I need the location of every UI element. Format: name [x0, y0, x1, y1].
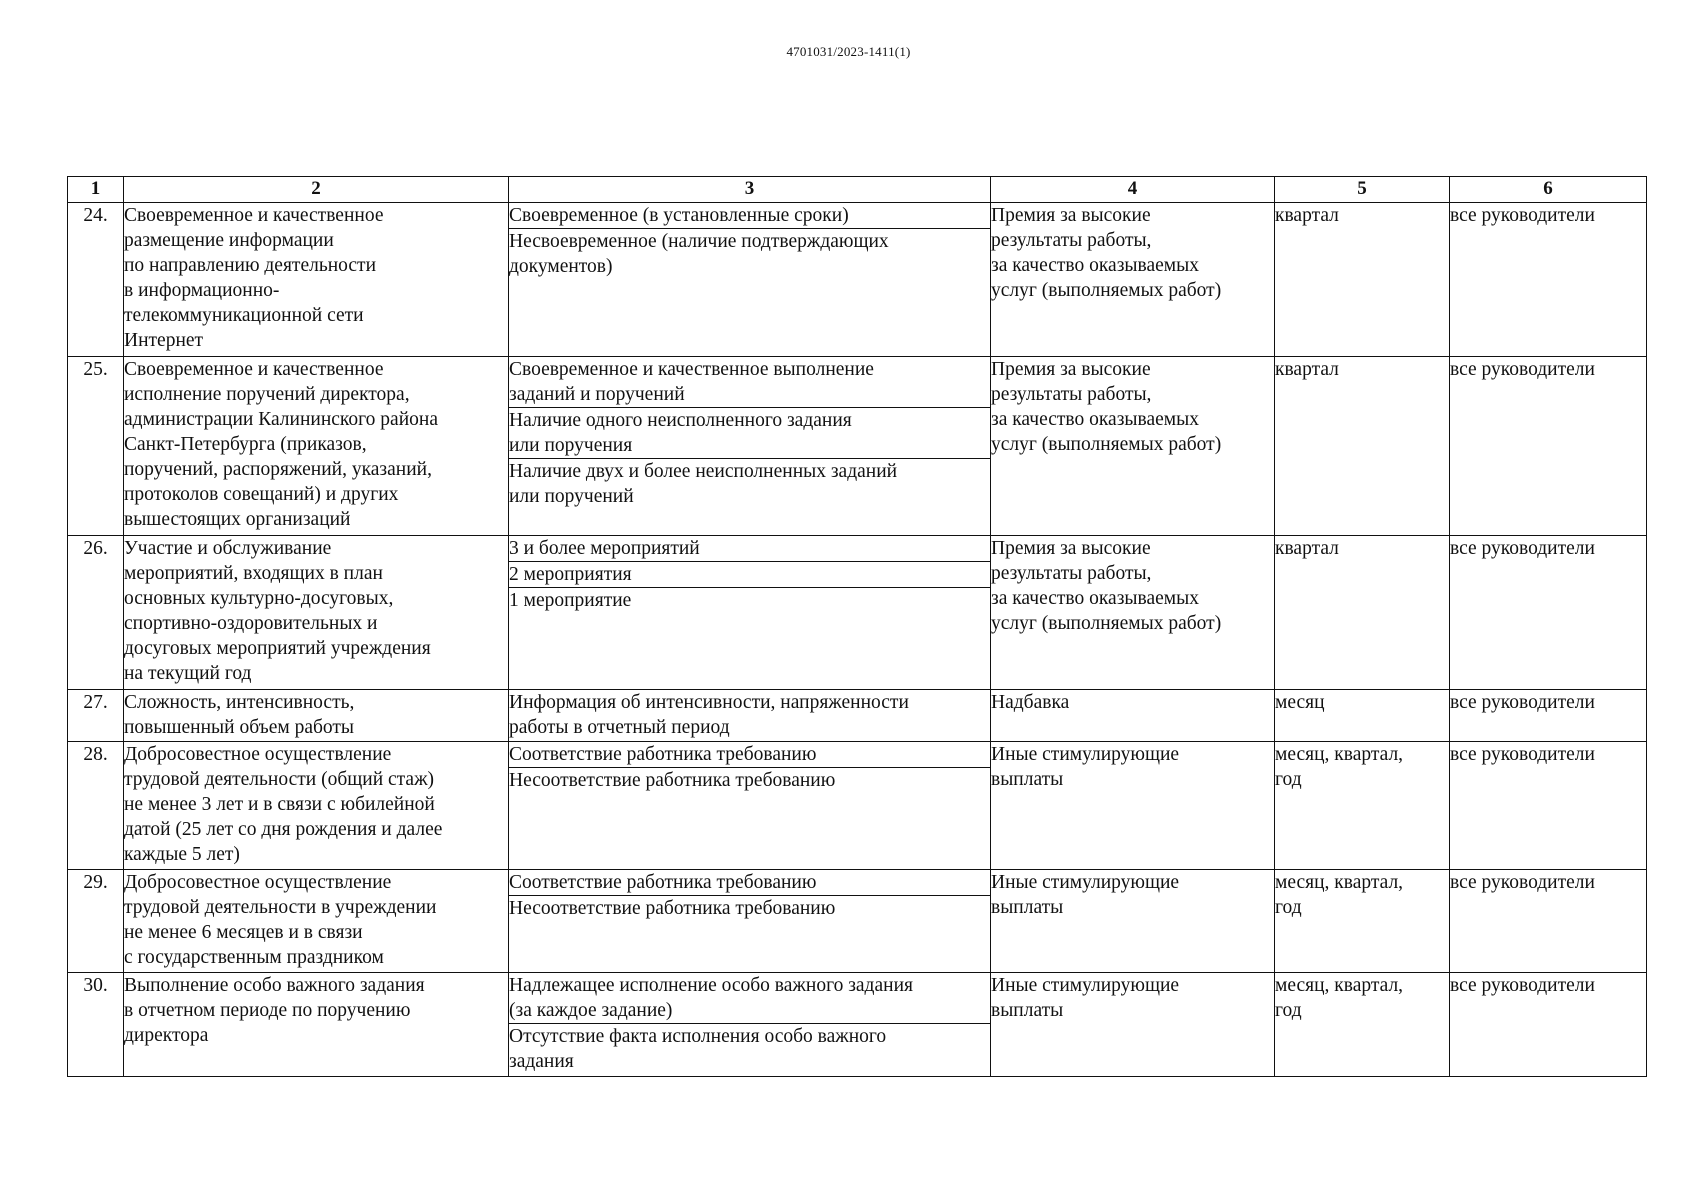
criterion-item: Наличие одного неисполненного задания или поручения — [509, 408, 990, 459]
payment-type-cell: Премия за высокие результаты работы, за качество оказываемых услуг (выполняемых работ) — [991, 536, 1275, 690]
indicator-cell: Выполнение особо важного задания в отчетном периоде по поручению директора — [124, 973, 509, 1077]
applies-to-cell: все руководители — [1450, 357, 1647, 536]
row-number: 29. — [68, 870, 124, 973]
applies-to-cell: все руководители — [1450, 203, 1647, 357]
table-row — [68, 357, 1647, 536]
document-registration-number: 4701031/2023-1411(1) — [786, 44, 911, 59]
criterion-item: 3 и более мероприятий — [509, 536, 990, 562]
applies-to-cell: все руководители — [1450, 973, 1647, 1077]
indicator-cell: Своевременное и качественное размещение информации по направлению деятельности в информационно- телекоммуникационной сети Интернет — [124, 203, 509, 357]
period-cell: квартал — [1275, 357, 1450, 536]
incentive-criteria-table — [67, 176, 1647, 1077]
indicator-cell: Добросовестное осуществление трудовой деятельности в учреждении не менее 6 месяцев и в связи с государственным праздником — [124, 870, 509, 973]
table-row — [68, 742, 1647, 870]
indicator-cell: Своевременное и качественное исполнение поручений директора, администрации Калининского района Санкт-Петербурга (приказов, поручений, распоряжений, указаний, протоколов совещаний) и других вышестоящих организаций — [124, 357, 509, 536]
row-number: 26. — [68, 536, 124, 690]
indicator-cell: Сложность, интенсивность, повышенный объем работы — [124, 690, 509, 742]
criteria-cell — [509, 690, 991, 742]
criteria-cell — [509, 203, 991, 357]
criteria-cell — [509, 870, 991, 973]
column-header-4: 4 — [991, 177, 1275, 203]
criterion-item: 2 мероприятия — [509, 562, 990, 588]
criterion-item: 1 мероприятие — [509, 590, 632, 611]
table-row — [68, 973, 1647, 1077]
row-number: 25. — [68, 357, 124, 536]
payment-type-cell: Иные стимулирующие выплаты — [991, 742, 1275, 870]
applies-to-cell: все руководители — [1450, 536, 1647, 690]
column-header-5: 5 — [1275, 177, 1450, 203]
column-header-6: 6 — [1450, 177, 1647, 203]
payment-type-cell: Иные стимулирующие выплаты — [991, 870, 1275, 973]
criterion-item: Наличие двух и более неисполненных заданий или поручений — [509, 461, 898, 507]
period-cell: месяц, квартал, год — [1275, 973, 1450, 1077]
row-number: 27. — [68, 690, 124, 742]
payment-type-cell: Премия за высокие результаты работы, за качество оказываемых услуг (выполняемых работ) — [991, 203, 1275, 357]
criterion-item: Несоответствие работника требованию — [509, 770, 836, 791]
table-row — [68, 203, 1647, 357]
column-header-2: 2 — [124, 177, 509, 203]
criteria-cell — [509, 742, 991, 870]
criteria-cell — [509, 357, 991, 536]
period-cell: месяц, квартал, год — [1275, 742, 1450, 870]
applies-to-cell: все руководители — [1450, 870, 1647, 973]
payment-type-cell: Надбавка — [991, 690, 1275, 742]
period-cell: квартал — [1275, 203, 1450, 357]
criteria-cell — [509, 536, 991, 690]
table-row — [68, 536, 1647, 690]
criterion-item: Несоответствие работника требованию — [509, 898, 836, 919]
period-cell: месяц, квартал, год — [1275, 870, 1450, 973]
criterion-item: Надлежащее исполнение особо важного задания (за каждое задание) — [509, 973, 990, 1024]
criterion-item: Информация об интенсивности, напряженности работы в отчетный период — [509, 692, 909, 738]
table-row — [68, 870, 1647, 973]
applies-to-cell: все руководители — [1450, 690, 1647, 742]
payment-type-cell: Премия за высокие результаты работы, за качество оказываемых услуг (выполняемых работ) — [991, 357, 1275, 536]
payment-type-cell: Иные стимулирующие выплаты — [991, 973, 1275, 1077]
indicator-cell: Добросовестное осуществление трудовой деятельности (общий стаж) не менее 3 лет и в связи с юбилейной датой (25 лет со дня рождения и далее каждые 5 лет) — [124, 742, 509, 870]
row-number: 28. — [68, 742, 124, 870]
criterion-item: Своевременное и качественное выполнение заданий и поручений — [509, 357, 990, 408]
period-cell: месяц — [1275, 690, 1450, 742]
criterion-item: Несвоевременное (наличие подтверждающих документов) — [509, 231, 889, 277]
indicator-cell: Участие и обслуживание мероприятий, входящих в план основных культурно-досуговых, спортивно-оздоровительных и досуговых мероприятий учреждения на текущий год — [124, 536, 509, 690]
row-number: 30. — [68, 973, 124, 1077]
header-row — [68, 177, 1647, 203]
criterion-item: Отсутствие факта исполнения особо важного задания — [509, 1026, 887, 1072]
criterion-item: Соответствие работника требованию — [509, 742, 990, 768]
criteria-cell — [509, 973, 991, 1077]
table-row — [68, 690, 1647, 742]
column-header-1: 1 — [68, 177, 124, 203]
period-cell: квартал — [1275, 536, 1450, 690]
criterion-item: Соответствие работника требованию — [509, 870, 990, 896]
row-number: 24. — [68, 203, 124, 357]
criterion-item: Своевременное (в установленные сроки) — [509, 203, 990, 229]
column-header-3: 3 — [509, 177, 991, 203]
applies-to-cell: все руководители — [1450, 742, 1647, 870]
